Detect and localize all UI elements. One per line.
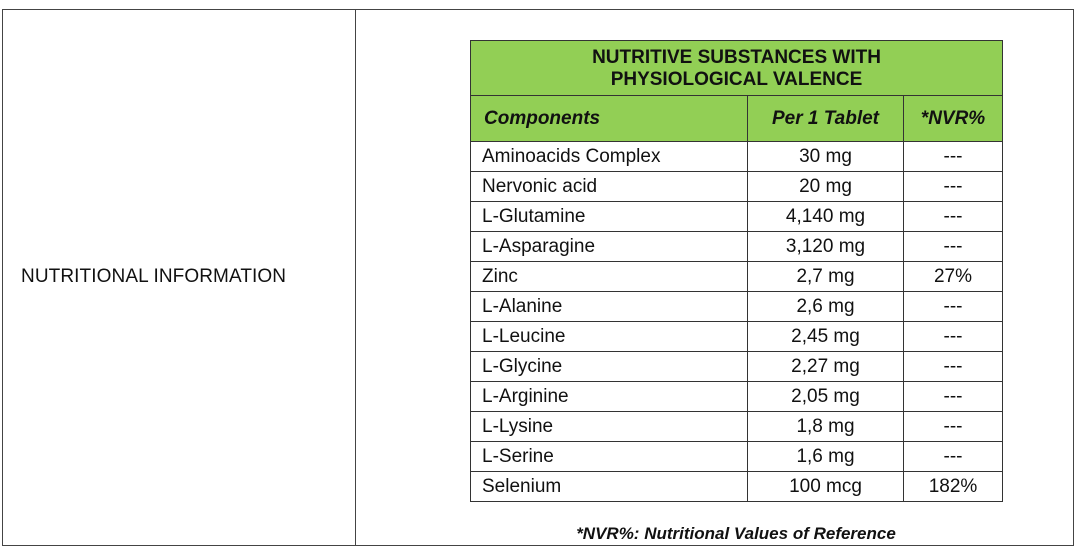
component-cell: L-Alanine — [471, 292, 748, 322]
amount-cell: 2,7 mg — [748, 262, 904, 292]
amount-cell: 1,8 mg — [748, 412, 904, 442]
nutrition-table — [470, 40, 1003, 502]
component-cell: Nervonic acid — [471, 172, 748, 202]
column-header-components: Components — [471, 96, 748, 142]
table-title-line-1: NUTRITIVE SUBSTANCES WITH — [592, 47, 881, 68]
nvr-cell: --- — [904, 172, 1003, 202]
table-row — [471, 382, 1003, 412]
component-cell: L-Glutamine — [471, 202, 748, 232]
amount-cell: 3,120 mg — [748, 232, 904, 262]
table-row — [471, 142, 1003, 172]
component-cell: L-Asparagine — [471, 232, 748, 262]
component-cell: Zinc — [471, 262, 748, 292]
nvr-cell: --- — [904, 412, 1003, 442]
nutritional-information-label: NUTRITIONAL INFORMATION — [21, 266, 287, 287]
component-cell: L-Lysine — [471, 412, 748, 442]
table-title — [471, 41, 1003, 96]
component-cell: L-Glycine — [471, 352, 748, 382]
nvr-cell: --- — [904, 442, 1003, 472]
amount-cell: 2,45 mg — [748, 322, 904, 352]
table-row — [471, 322, 1003, 352]
table-row — [471, 202, 1003, 232]
amount-cell: 20 mg — [748, 172, 904, 202]
nvr-cell: --- — [904, 142, 1003, 172]
amount-cell: 2,6 mg — [748, 292, 904, 322]
component-cell: L-Arginine — [471, 382, 748, 412]
table-row — [471, 292, 1003, 322]
component-cell: Aminoacids Complex — [471, 142, 748, 172]
table-row — [471, 442, 1003, 472]
nvr-cell: --- — [904, 322, 1003, 352]
component-cell: Selenium — [471, 472, 748, 502]
table-row — [471, 232, 1003, 262]
nvr-cell: --- — [904, 352, 1003, 382]
column-divider — [355, 10, 356, 545]
amount-cell: 1,6 mg — [748, 442, 904, 472]
nvr-cell: --- — [904, 292, 1003, 322]
nvr-cell: 27% — [904, 262, 1003, 292]
table-row — [471, 172, 1003, 202]
table-row — [471, 412, 1003, 442]
table-row — [471, 352, 1003, 382]
table-row — [471, 262, 1003, 292]
footnote: *NVR%: Nutritional Values of Reference — [576, 524, 896, 543]
amount-cell: 100 mcg — [748, 472, 904, 502]
nvr-cell: --- — [904, 382, 1003, 412]
component-cell: L-Serine — [471, 442, 748, 472]
table-row — [471, 472, 1003, 502]
nvr-cell: --- — [904, 202, 1003, 232]
amount-cell: 4,140 mg — [748, 202, 904, 232]
amount-cell: 2,05 mg — [748, 382, 904, 412]
nvr-cell: 182% — [904, 472, 1003, 502]
nvr-cell: --- — [904, 232, 1003, 262]
column-header-per-tablet: Per 1 Tablet — [748, 96, 904, 142]
table-title-line-2: PHYSIOLOGICAL VALENCE — [610, 69, 863, 90]
component-cell: L-Leucine — [471, 322, 748, 352]
amount-cell: 30 mg — [748, 142, 904, 172]
amount-cell: 2,27 mg — [748, 352, 904, 382]
column-header-nvr: *NVR% — [904, 96, 1003, 142]
